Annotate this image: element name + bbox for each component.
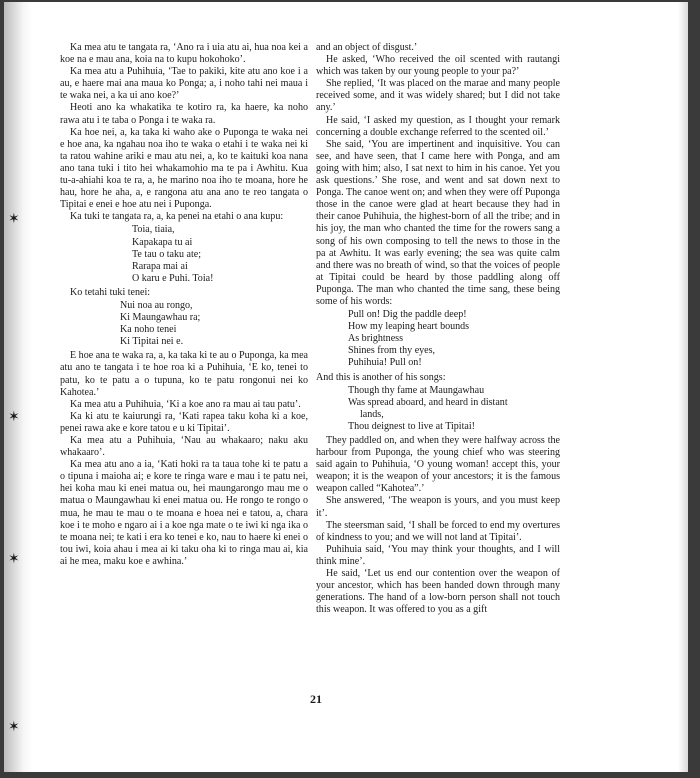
verse-line: Was spread aboard, and heard in distant	[348, 396, 508, 408]
verse-line: Kapakapa tu ai	[132, 236, 193, 248]
song-verse	[60, 300, 308, 348]
paragraph: Ka hoe nei, a, ka taka ki waho ake o Puponga te waka nei e hoe ana, ka ngahau noa iho te waka o etahi i te waka nei ki ta ratou wahine ariki e mau atu nei, a, ko te kaituki koa nana ano tana tuki i tito hei whakamohio ma te pa i Awhitu. Kua tu-a-ahiahi koa te ra, a, he marino noa iho te moana, hore he hau, hore he aha, a, e rangona atu ana ano te reo tangata o Tipitai e enei e hoe atu nei i Puponga.	[60, 126, 308, 211]
paragraph: E hoe ana te waka ra, a, ka taka ki te au o Puponga, ka mea atu ano te tangata i te hoe roa ki a Puhihuia, ‘E ko, tenei to patu, ko te patu a o tupuna, ko te patu rongonui nei ko Kahotea.’	[60, 350, 308, 398]
binding-hole-icon: ✶	[8, 551, 20, 567]
paragraph: Ka ki atu te kaiurungi ra, ‘Kati rapea taku koha ki a koe, penei rawa ake e kore tatou e u ki Tipitai’.	[60, 410, 308, 434]
paragraph: She replied, ‘It was placed on the marae and many people received some, and it was widely shared; but I did not take any.’	[316, 78, 560, 114]
paragraph: Puhihuia said, ‘You may think your thoughts, and I will think mine’.	[316, 543, 560, 567]
paragraph: Ka mea atu a Puhihuia, ‘Nau au whakaaro; naku aku whakaaro’.	[60, 435, 308, 459]
book-page	[4, 2, 688, 772]
verse-line: Nui noa au rongo,	[120, 299, 193, 311]
english-text-column	[316, 42, 560, 616]
verse-line: Thou deignest to live at Tipitai!	[348, 420, 475, 432]
paragraph: Ka mea atu a Puhihuia, ‘Tae to pakiki, kite atu ano koe i a au, e haere mai ana maua ko Ponga; a, i noho tahi nei maua i te waka nei, a ka ui ano koe?’	[60, 66, 308, 102]
verse-line: Though thy fame at Maungawhau	[348, 384, 485, 396]
song-verse	[316, 385, 560, 433]
binding-hole-icon: ✶	[8, 409, 20, 425]
paragraph: Ka mea atu a Puhihuia, ‘Ki a koe ano ra mau ai tau patu’.	[70, 398, 301, 410]
verse-line: Ki Tipitai nei e.	[120, 336, 184, 348]
paragraph: and an object of disgust.’	[316, 42, 418, 53]
binding-hole-icon: ✶	[8, 719, 20, 735]
paragraph: And this is another of his songs:	[316, 371, 446, 383]
verse-line: Shines from thy eyes,	[348, 345, 436, 357]
verse-line: Puhihuia! Pull on!	[348, 357, 422, 369]
paragraph: Ka tuki te tangata ra, a, ka penei na etahi o ana kupu:	[70, 211, 284, 223]
verse-line: Rarapa mai ai	[132, 260, 188, 272]
binding-hole-icon: ✶	[8, 211, 20, 227]
paragraph: Ka mea atu ano a ia, ‘Kati hoki ra ta taua tohe ki te patu a o tipuna i maioha ai; e kore te ringa ware e mau i te patu nei, hei koha mau ki enei matua ou, hei maungarongo mau me o matua o Maungawhau ki enei matua ou. He rongo te rongo o mua, he mau te mau o te moana e hoea nei e tatou, a, chara koe i te moho e ngaro ai i a koe nga mate o te iwi ki nga ika o te moana nei; te kati i era ko tenei e ko, nau to haere ki enei o tou iwi, koia ahau i mea ai ki taku oha ki to ringa mau ai, kia ai he mea, maku koe e awhina.’	[60, 459, 308, 567]
verse-line: How my leaping heart bounds	[348, 321, 470, 333]
page-binding-shadow	[4, 2, 32, 772]
verse-line: Ka noho tenei	[120, 324, 177, 336]
paragraph: She answered, ‘The weapon is yours, and you must keep it’.	[316, 495, 560, 519]
paragraph: She said, ‘You are impertinent and inquisitive. You can see, and have seen, that I came here with Ponga, and am going with him; also, I sat next to him in his canoe. Yet you ask questions.’ She rose, and went and sat down next to Ponga. The canoe went on; and when they were off Puponga those in the canoe were glad at heart because they had in their canoe Puhihuia, the highest-born of all the tribe; and in his joy, the man who chanted the time for the rowers sang a song of his own composing to tell the news to those in the pa at Awhitu. It was early evening; the sea was quite calm and there was no breath of wind, so that the voices of people at Tipitai could be heard by those paddling along off Puponga. The man who chanted the time sang, these being some of his words:	[316, 138, 560, 307]
maori-text-column	[60, 42, 308, 568]
verse-line: Pull on! Dig the paddle deep!	[348, 309, 467, 321]
paragraph: He asked, ‘Who received the oil scented with rautangi which was taken by our young people to your pa?’	[316, 54, 560, 78]
paragraph: They paddled on, and when they were halfway across the harbour from Puponga, the young chief who was steering said again to Puhihuia, ‘O young woman! accept this, your weapon; it is the weapon of your ancestors; it is the famous weapon called “Kahotea”.’	[316, 435, 560, 495]
verse-line: Ki Maungawhau ra;	[120, 312, 201, 324]
paragraph: He said, ‘Let us end our contention over the weapon of your ancestor, which has been handed down through many generations. The hand of a low-born person shall not touch this weapon. It was offered to you as a gift	[316, 568, 560, 616]
verse-line: As brightness	[348, 333, 403, 345]
verse-line: lands,	[360, 408, 384, 420]
verse-line: O karu e Puhi. Toia!	[132, 272, 214, 284]
paragraph: Ko tetahi tuki tenei:	[70, 286, 151, 298]
song-verse	[316, 309, 560, 369]
verse-line: Te tau o taku ate;	[132, 248, 202, 260]
page-edge-shadow	[678, 2, 688, 772]
song-verse	[60, 224, 308, 284]
paragraph: Ka mea atu te tangata ra, ‘Ano ra i uia atu ai, hua noa kei a koe na e mau ana, koia na to kupu hokohoko’.	[60, 42, 308, 66]
paragraph: The steersman said, ‘I shall be forced to end my overtures of kindness to you; and we will not land at Tipitai’.	[316, 519, 560, 543]
verse-line: Toia, tiaia,	[132, 224, 175, 236]
page-number: 21	[310, 692, 322, 706]
paragraph: He said, ‘I asked my question, as I thought your remark concerning a double exchange referred to the scented oil.’	[316, 114, 560, 138]
paragraph: Heoti ano ka whakatika te kotiro ra, ka haere, ka noho rawa atu i te taba o Ponga i te waka ra.	[60, 102, 308, 126]
